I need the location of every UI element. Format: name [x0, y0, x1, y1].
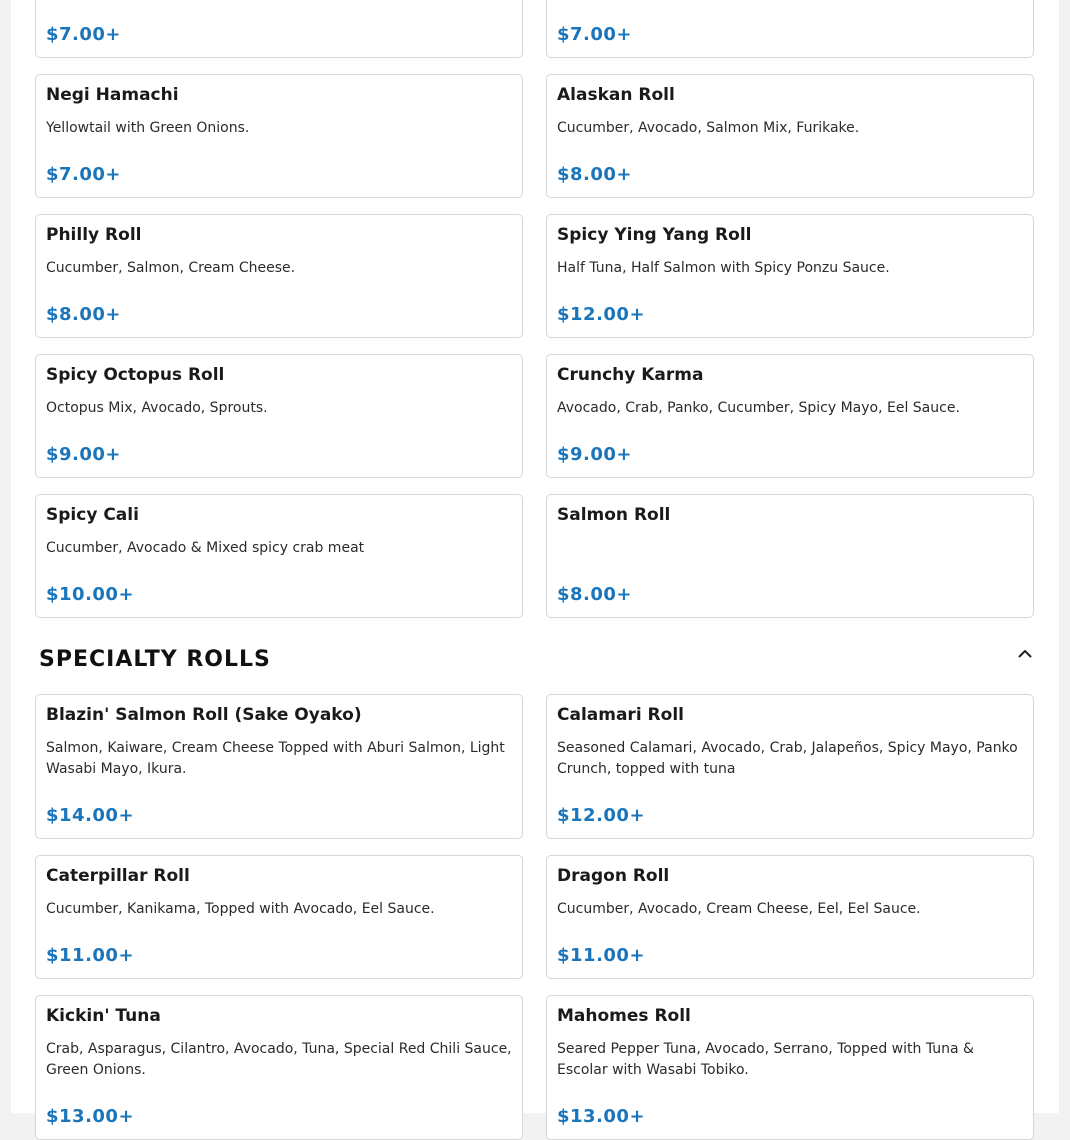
item-description: Salmon, Kaiware, Cream Cheese Topped with Aburi Salmon, Light Wasabi Mayo, Ikura. — [46, 740, 505, 777]
menu-item-card[interactable] — [546, 354, 1034, 478]
menu-page — [11, 0, 1059, 1127]
item-description: Seared Pepper Tuna, Avocado, Serrano, Topped with Tuna & Escolar with Wasabi Tobiko. — [557, 1041, 974, 1078]
menu-item-card[interactable] — [35, 214, 523, 338]
item-name: Negi Hamachi — [46, 85, 179, 105]
item-price: $13.00+ — [557, 1106, 646, 1127]
item-price: $11.00+ — [557, 945, 646, 966]
item-description: Seasoned Calamari, Avocado, Crab, Jalapeños, Spicy Mayo, Panko Crunch, topped with tuna — [557, 740, 1018, 777]
specialty-rolls-header[interactable] — [39, 640, 1033, 678]
menu-items-grid — [35, 0, 1034, 618]
menu-item-card[interactable] — [35, 694, 523, 839]
chevron-up-icon[interactable] — [1017, 645, 1033, 661]
item-description: Cucumber, Avocado & Mixed spicy crab meat — [46, 540, 365, 556]
item-name: Philly Roll — [46, 225, 142, 245]
item-price: $12.00+ — [557, 805, 646, 826]
item-price: $13.00+ — [46, 1106, 135, 1127]
item-price: $10.00+ — [46, 584, 135, 605]
menu-item-card[interactable] — [35, 494, 523, 618]
menu-item-card[interactable] — [546, 494, 1034, 618]
item-name: Crunchy Karma — [557, 365, 704, 385]
item-name: Salmon Roll — [557, 505, 671, 525]
item-name: Dragon Roll — [557, 866, 670, 886]
menu-item-card[interactable] — [546, 855, 1034, 979]
item-name: Spicy Ying Yang Roll — [557, 225, 752, 245]
item-price: $8.00+ — [557, 584, 633, 605]
menu-item-card[interactable] — [546, 995, 1034, 1140]
item-description: Crab, Asparagus, Cilantro, Avocado, Tuna, Special Red Chili Sauce, Green Onions. — [46, 1041, 512, 1078]
menu-item-card[interactable] — [546, 0, 1034, 58]
item-price: $11.00+ — [46, 945, 135, 966]
item-description — [557, 538, 1023, 559]
menu-item-card[interactable] — [546, 74, 1034, 198]
item-description: Cucumber, Kanikama, Topped with Avocado, Eel Sauce. — [46, 901, 435, 917]
item-name: Spicy Cali — [46, 505, 139, 525]
menu-item-card[interactable] — [35, 0, 523, 58]
item-name: Calamari Roll — [557, 705, 684, 725]
item-price: $14.00+ — [46, 805, 135, 826]
section-title: SPECIALTY ROLLS — [39, 646, 271, 672]
item-price: $7.00+ — [46, 164, 122, 185]
item-description: Cucumber, Salmon, Cream Cheese. — [46, 260, 296, 276]
item-price: $9.00+ — [46, 444, 122, 465]
item-price: $9.00+ — [557, 444, 633, 465]
item-description: Half Tuna, Half Salmon with Spicy Ponzu Sauce. — [557, 260, 890, 276]
item-name: Blazin' Salmon Roll (Sake Oyako) — [46, 705, 362, 725]
menu-item-card[interactable] — [35, 855, 523, 979]
item-name: Alaskan Roll — [557, 85, 675, 105]
item-name: Mahomes Roll — [557, 1006, 691, 1026]
item-description: Octopus Mix, Avocado, Sprouts. — [46, 400, 268, 416]
item-description: Cucumber, Avocado, Cream Cheese, Eel, Eel Sauce. — [557, 901, 921, 917]
specialty-rolls-grid — [35, 694, 1034, 1140]
item-name: Caterpillar Roll — [46, 866, 190, 886]
menu-item-card[interactable] — [35, 354, 523, 478]
menu-item-card[interactable] — [35, 995, 523, 1140]
menu-item-card[interactable] — [546, 214, 1034, 338]
item-name: Spicy Octopus Roll — [46, 365, 225, 385]
item-price: $7.00+ — [46, 24, 122, 45]
item-price: $12.00+ — [557, 304, 646, 325]
menu-item-card[interactable] — [35, 74, 523, 198]
item-price: $7.00+ — [557, 24, 633, 45]
item-price: $8.00+ — [46, 304, 122, 325]
item-description: Yellowtail with Green Onions. — [46, 120, 250, 136]
menu-item-card[interactable] — [546, 694, 1034, 839]
item-price: $8.00+ — [557, 164, 633, 185]
item-name: Kickin' Tuna — [46, 1006, 161, 1026]
item-description: Avocado, Crab, Panko, Cucumber, Spicy Mayo, Eel Sauce. — [557, 400, 960, 416]
item-description: Cucumber, Avocado, Salmon Mix, Furikake. — [557, 120, 860, 136]
